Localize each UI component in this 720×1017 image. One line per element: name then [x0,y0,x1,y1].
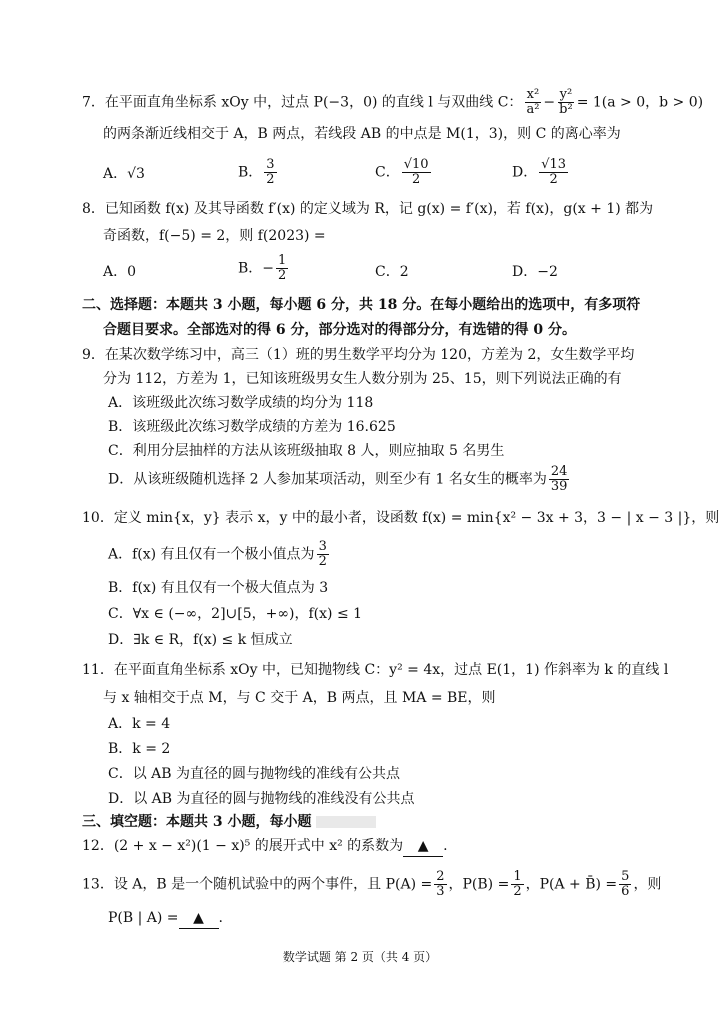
q13-stem-line1: 13．设 A，B 是一个随机试验中的两个事件，且 P(A) = $\frac{2}{3}$ ，P(B) = $\frac{1}{2}$ ，P(A + B̄) = $\frac{5}{6}$ ，则 [82,869,662,899]
q8-number: 8． [82,201,105,217]
q7-option-c: C． $\frac{√10}{2}$ [375,157,429,187]
q10-option-a: A．f(x) 有且仅有一个极小值点为 $\frac{3}{2}$ [108,539,327,569]
smudge-mark [316,816,376,828]
q8-stem-line1: 8．已知函数 f(x) 及其导函数 f′(x) 的定义域为 R，记 g(x) = f′(x)，若 f(x)，g(x + 1) 都为 [82,201,654,217]
q10-option-c: C．∀x ∈ (−∞，2]∪[5，+∞)，f(x) ≤ 1 [108,606,363,622]
q11-stem-line2: 与 x 轴相交于点 M，与 C 交于 A，B 两点，且 MA = BE，则 [103,690,496,706]
q12-number: 12． [82,838,114,854]
q11-stem-line1: 11．在平面直角坐标系 xOy 中，已知抛物线 C：y² = 4x，过点 E(1，1) 作斜率为 k 的直线 l [82,662,669,678]
q10-stem: 10．定义 min{x，y} 表示 x，y 中的最小者，设函数 f(x) = min{x² − 3x + 3，3 − | x − 3 |}，则 [82,510,720,526]
q10-number: 10． [82,510,114,526]
q12-answer-blank[interactable]: ▲ [403,836,443,857]
q9-stem-line2: 分为 112，方差为 1，已知该班级男女生人数分别为 25、15，则下列说法正确的有 [103,371,622,387]
q7-stem-line1: 7．在平面直角坐标系 xOy 中，过点 P(−3，0) 的直线 l 与双曲线 C： $\frac{\text{x²}}{\text{a²}}$ − $\frac{\text{y²}}{\text{b²}}$ = 1(a > 0，b > 0) [82,87,704,117]
q8-option-b: B．− $\frac{1}{2}$ [238,253,287,283]
q9-option-c: C．利用分层抽样的方法从该班级抽取 8 人，则应抽取 5 名男生 [108,443,505,459]
q9-option-b: B．该班级此次练习数学成绩的方差为 16.625 [108,419,396,435]
q7-option-b: B． $\frac{3}{2}$ [238,157,275,187]
q8-option-a: A．0 [103,264,137,280]
q8-option-c: C．2 [375,264,409,280]
q8-options [0,254,720,290]
page-footer: 数学试题 第 2 页（共 4 页） [282,950,438,964]
q7-option-d: D． $\frac{√13}{2}$ [512,157,567,187]
q13-stem-line2: P(B | A) = ▲ . [108,908,223,929]
q11-option-b: B．k = 2 [108,741,171,757]
q10-option-d: D．∃k ∈ R，f(x) ≤ k 恒成立 [108,632,293,648]
q7-options [0,158,720,194]
q10-option-b: B．f(x) 有且仅有一个极大值点为 3 [108,580,329,596]
q11-number: 11． [82,662,114,678]
q13-answer-blank[interactable]: ▲ [179,908,219,929]
q13-number: 13． [82,876,114,893]
section2-heading-line1: 二、选择题：本题共 3 小题，每小题 6 分，共 18 分。在每小题给出的选项中，有多项符 [82,297,641,313]
q9-number: 9． [82,347,105,363]
q7-option-a: A．√3 [103,166,145,182]
section3-heading: 三、填空题：本题共 3 小题，每小题 [82,812,376,832]
q12-stem: 12．(2 + x − x²)(1 − x)⁵ 的展开式中 x² 的系数为 ▲ . [82,836,448,857]
q9-stem-line1: 9．在某次数学练习中，高三（1）班的男生数学平均分为 120，方差为 2，女生数学平均 [82,347,635,363]
q7-frac-x: $\frac{\text{x²}}{\text{a²}}$ [526,87,540,117]
q11-option-c: C．以 AB 为直径的圆与抛物线的准线有公共点 [108,766,401,782]
q8-option-d: D．−2 [512,264,558,280]
section2-heading-line2: 合题目要求。全部选对的得 6 分，部分选对的得部分分，有选错的得 0 分。 [103,322,576,338]
q11-option-d: D．以 AB 为直径的圆与抛物线的准线没有公共点 [108,791,415,807]
q8-stem-line2: 奇函数，f(−5) = 2，则 f(2023) = [103,228,326,244]
q9-option-d: D．从该班级随机选择 2 人参加某项活动，则至少有 1 名女生的概率为 $\frac{24}{39}$ [108,464,568,494]
q7-number: 7． [82,94,105,111]
q7-stem-line2: 的两条渐近线相交于 A，B 两点，若线段 AB 的中点是 M(1，3)，则 C 的离心率为 [103,126,621,142]
q11-option-a: A．k = 4 [108,716,171,732]
q7-frac-y: $\frac{\text{y²}}{\text{b²}}$ [559,87,573,117]
q9-option-a: A．该班级此次练习数学成绩的均分为 118 [108,395,374,411]
